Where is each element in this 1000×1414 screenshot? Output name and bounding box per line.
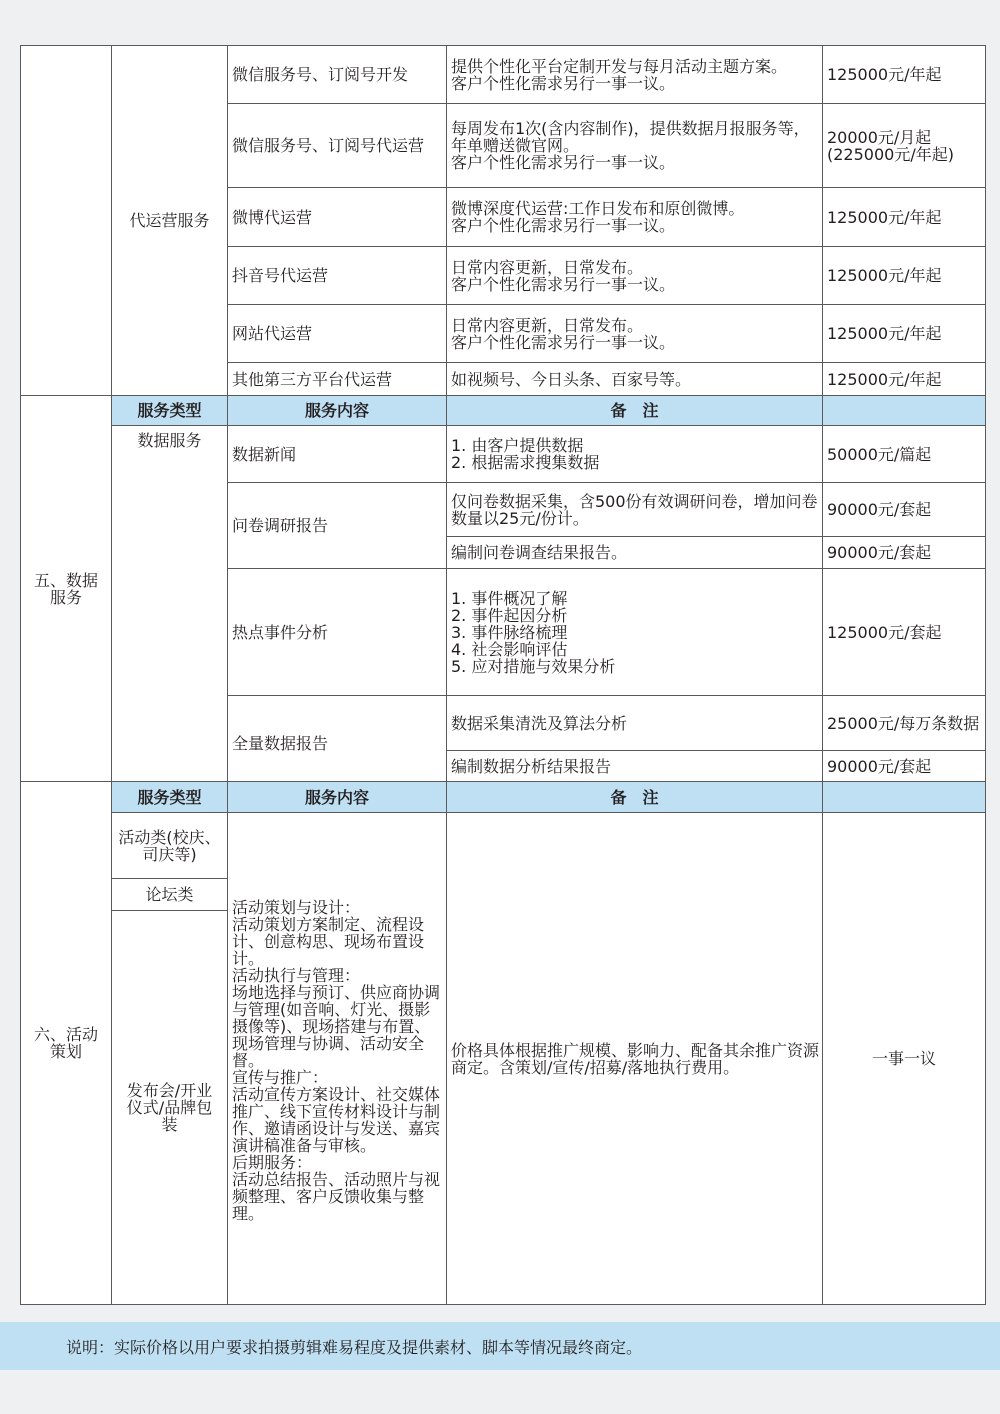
service-desc: 每周发布1次(含内容制作)，提供数据月报服务等，年单赠送微官网。 客户个性化需求另行一事一议。 — [446, 103, 823, 188]
service-price: 90000元/套起 — [822, 536, 986, 569]
service-item: 微信服务号、订阅号代运营 — [227, 103, 447, 188]
service-item: 抖音号代运营 — [227, 246, 447, 305]
service-price: 125000元/年起 — [822, 304, 986, 363]
service-type: 发布会/开业 仪式/品牌包 装 — [126, 1081, 213, 1134]
header-type: 服务类型 — [111, 781, 228, 813]
service-desc: 1. 由客户提供数据 2. 根据需求搜集数据 — [446, 425, 823, 483]
activity-note: 价格具体根据推广规模、影响力、配备其余推广资源商定。含策划/宣传/招募/落地执行费用。 — [451, 1040, 820, 1077]
service-price: 25000元/每万条数据 — [822, 695, 986, 751]
header-price — [822, 781, 986, 813]
service-item: 问卷调研报告 — [227, 482, 447, 569]
header-type: 服务类型 — [111, 395, 228, 426]
service-desc: 微博深度代运营:工作日发布和原创微博。 客户个性化需求另行一事一议。 — [446, 187, 823, 247]
header-note: 备 注 — [446, 395, 823, 426]
service-desc: 数据采集清洗及算法分析 — [446, 695, 823, 751]
service-price: 125000元/年起 — [822, 187, 986, 247]
header-price — [822, 395, 986, 426]
activity-price: 一事一议 — [871, 1049, 936, 1068]
service-type: 代运营服务 — [129, 211, 210, 230]
service-type: 活动类(校庆、 司庆等) — [118, 827, 221, 864]
launch-type-cell — [111, 910, 228, 1305]
section5-label-cell — [20, 395, 112, 782]
header-note: 备 注 — [446, 781, 823, 813]
activity-content: 活动策划与设计： 活动策划方案制定、流程设计、创意构思、现场布置设计。 活动执行与管理： 场地选择与预订、供应商协调与管理(如音响、灯光、摄影摄像等)、现场搭建与布置、现场管理与协调、活动安全督。 宣传与推广： 活动宣传方案设计、社交媒体推广、线下宣传材料设计与制作、邀请函设计与发送、嘉宾演讲稿准备与审核。 后期服务： 活动总结报告、活动照片与视频整理、客户反馈收集与整理。 — [232, 898, 441, 1223]
service-item: 其他第三方平台代运营 — [227, 362, 447, 396]
service-desc: 日常内容更新，日常发布。 客户个性化需求另行一事一议。 — [446, 304, 823, 363]
service-price: 125000元/套起 — [822, 568, 986, 696]
footer-note-text: 说明：实际价格以用户要求拍摄剪辑难易程度及提供素材、脚本等情况最终商定。 — [66, 1337, 643, 1357]
service-desc: 如视频号、今日头条、百家号等。 — [446, 362, 823, 396]
service-item: 微信服务号、订阅号开发 — [227, 45, 447, 104]
activity-note-cell — [446, 812, 823, 1305]
section5-type-cell — [111, 425, 228, 782]
service-price: 125000元/年起 — [822, 45, 986, 104]
header-content: 服务内容 — [227, 781, 447, 813]
forum-type-cell — [111, 878, 228, 911]
service-price: 20000元/月起 (225000元/年起) — [822, 103, 986, 188]
service-item: 热点事件分析 — [227, 568, 447, 696]
activity-price-cell — [822, 812, 986, 1305]
activity-content-cell — [227, 812, 447, 1305]
service-price: 125000元/年起 — [822, 246, 986, 305]
service-desc: 1. 事件概况了解 2. 事件起因分析 3. 事件脉络梳理 4. 社会影响评估 5. 应对措施与效果分析 — [446, 568, 823, 696]
service-price: 50000元/篇起 — [822, 425, 986, 483]
service-item: 微博代运营 — [227, 187, 447, 247]
header-content: 服务内容 — [227, 395, 447, 426]
section-label: 五、数据 服务 — [33, 570, 98, 607]
section4-type-cell — [111, 45, 228, 396]
service-desc: 日常内容更新，日常发布。 客户个性化需求另行一事一议。 — [446, 246, 823, 305]
service-item: 网站代运营 — [227, 304, 447, 363]
service-price: 90000元/套起 — [822, 482, 986, 537]
footer-note — [0, 1322, 1000, 1370]
service-item: 数据新闻 — [227, 425, 447, 483]
service-price: 125000元/年起 — [822, 362, 986, 396]
section6-label-cell — [20, 781, 112, 1305]
service-desc: 提供个性化平台定制开发与每月活动主题方案。 客户个性化需求另行一事一议。 — [446, 45, 823, 104]
service-type: 数据服务 — [137, 431, 202, 450]
service-item: 全量数据报告 — [227, 695, 447, 782]
service-desc: 仅问卷数据采集，含500份有效调研问卷，增加问卷数量以25元/份计。 — [446, 482, 823, 537]
section-label: 六、活动 策划 — [33, 1025, 98, 1061]
section4-label-cell — [20, 45, 112, 396]
activity-type-cell — [111, 812, 228, 879]
service-price: 90000元/套起 — [822, 750, 986, 782]
service-type: 论坛类 — [145, 885, 194, 904]
service-desc: 编制问卷调查结果报告。 — [446, 536, 823, 569]
service-desc: 编制数据分析结果报告 — [446, 750, 823, 782]
